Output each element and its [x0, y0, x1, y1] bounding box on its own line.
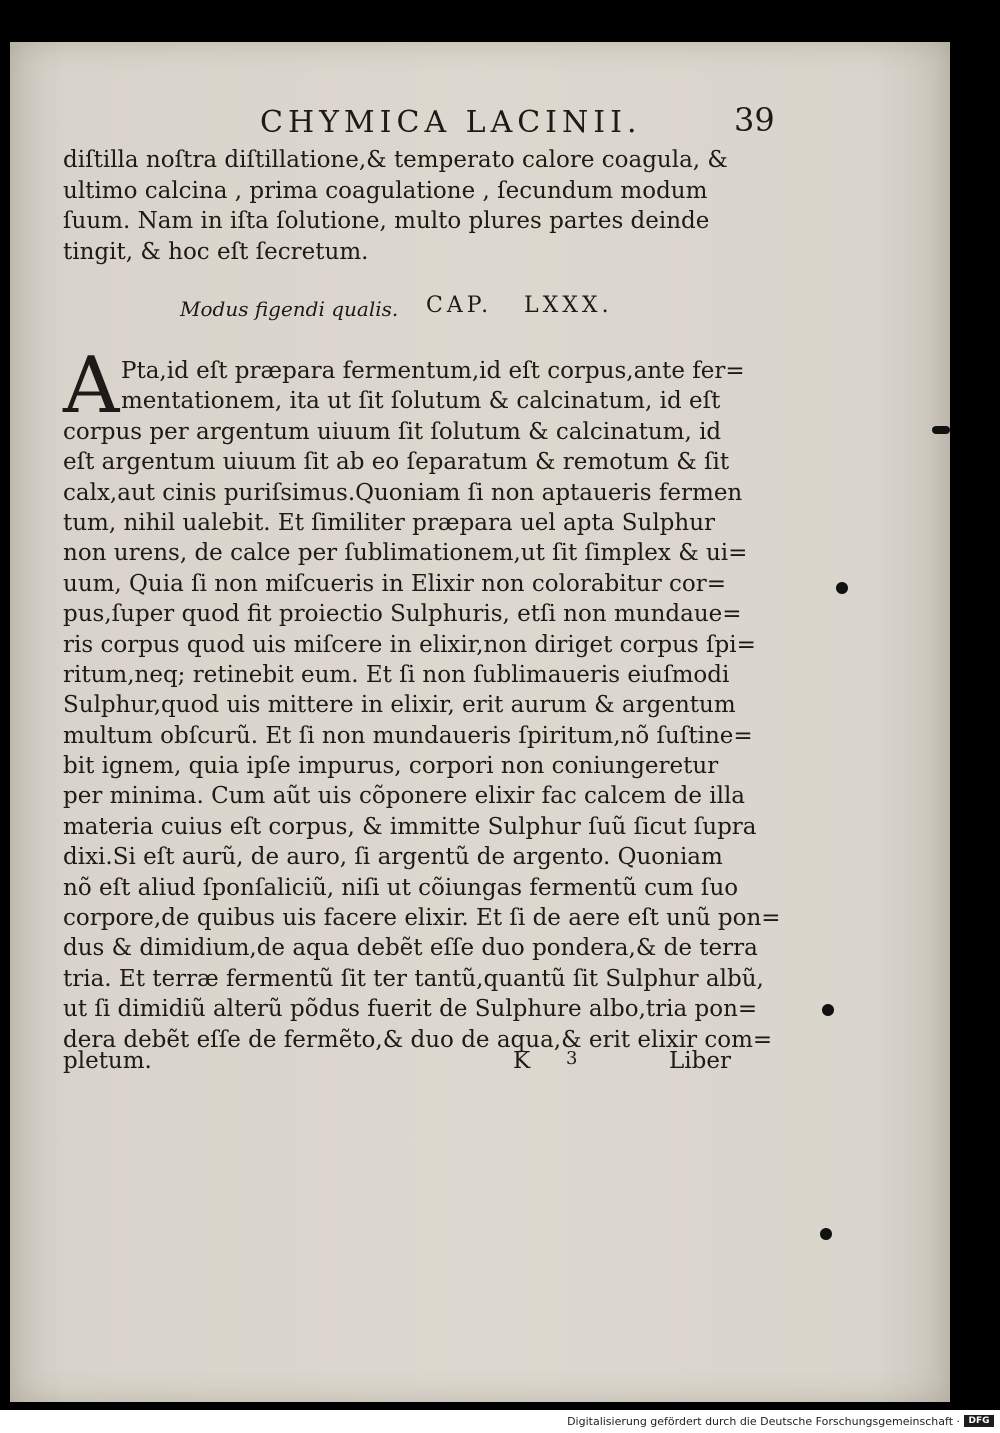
- text-line: Pta,id eſt præpara fermentum,id eſt corpus,ante fer=: [121, 358, 745, 384]
- signature-number: 3: [566, 1048, 578, 1069]
- page-number: 39: [734, 101, 775, 139]
- text-line: dixi.Si eſt aurũ, de auro, ſi argentũ de argento. Quoniam: [63, 844, 723, 871]
- text-line: dus & dimidium,de aqua debẽt eſſe duo pondera,& de terra: [63, 935, 758, 962]
- text-line: ritum,neq; retinebit eum. Et ſi non ſublimaueris eiuſmodi: [63, 661, 730, 688]
- running-title: CHYMICA LACINII.: [260, 105, 642, 140]
- text-line: tingit, & hoc eſt ſecretum.: [63, 238, 369, 265]
- last-line: pletum.: [63, 1048, 152, 1074]
- text-line: uum, Quia ſi non miſcueris in Elixir non colorabitur cor=: [63, 570, 726, 597]
- attribution-bar: [0, 1410, 1000, 1433]
- margin-spot: [820, 1228, 832, 1240]
- text-line: eſt argentum uiuum ſit ab eo ſeparatum & remotum & ſit: [63, 449, 730, 476]
- text-line: ut ſi dimidiũ alterũ põdus fuerit de Sulphure albo,tria pon=: [63, 996, 758, 1023]
- text-line: diſtilla noſtra diſtillatione,& temperato calore coagula, &: [63, 147, 728, 173]
- dfg-logo: DFG: [964, 1415, 994, 1427]
- page-footer: [63, 1048, 753, 1078]
- text-line: ultimo calcina , prima coagulatione , ſecundum modum: [63, 177, 708, 204]
- text-line: dera debẽt eſſe de fermẽto,& duo de aqua,& erit elixir com=: [63, 1026, 773, 1053]
- attribution-text: Digitalisierung gefördert durch die Deutsche Forschungsgemeinschaft ·: [567, 1415, 960, 1428]
- text-line: ris corpus quod uis miſcere in elixir,non diriget corpus ſpi=: [63, 631, 756, 658]
- text-line: pus,ſuper quod fit proiectio Sulphuris, etſi non mundaue=: [63, 601, 742, 628]
- text-line: mentationem, ita ut ſit ſolutum & calcinatum, id eſt: [121, 388, 721, 415]
- text-line: ſuum. Nam in iſta ſolutione, multo plures partes deinde: [63, 208, 710, 234]
- catchword: Liber: [669, 1048, 731, 1074]
- chapter-heading: [180, 293, 640, 327]
- text-line: bit ignem, quia ipſe impurus, corpori non coniungeretur: [63, 753, 719, 780]
- text-line: nõ eſt aliud ſponſaliciũ, niſi ut cõiungas fermentũ cum ſuo: [63, 874, 739, 901]
- text-line: tria. Et terræ fermentũ ſit ter tantũ,quantũ ſit Sulphur albũ,: [63, 965, 764, 992]
- margin-spot: [836, 582, 848, 594]
- text-line: Sulphur,quod uis mittere in elixir, erit aurum & argentum: [63, 692, 736, 719]
- page-edge-tab: [932, 426, 950, 434]
- text-line: multum obſcurũ. Et ſi non mundaueris ſpiritum,nõ ſuſtine=: [63, 722, 753, 749]
- text-line: corpus per argentum uiuum ſit ſolutum & calcinatum, id: [63, 418, 722, 445]
- drop-cap-initial: A: [63, 341, 120, 431]
- text-line: calx,aut cinis puriſsimus.Quoniam ſi non aptaueris fermen: [63, 479, 743, 506]
- page-header: [260, 101, 775, 145]
- text-line: non urens, de calce per ſublimationem,ut ſit ſimplex & ui=: [63, 540, 748, 567]
- chapter-number: LXXX.: [524, 293, 613, 318]
- margin-spot: [822, 1004, 834, 1016]
- text-line: materia cuius eſt corpus, & immitte Sulphur ſuũ ſicut ſupra: [63, 813, 757, 840]
- text-line: per minima. Cum aũt uis cõponere elixir fac calcem de illa: [63, 783, 746, 810]
- chapter-body: [63, 356, 781, 1055]
- text-line: tum, nihil ualebit. Et ſimiliter præpara uel apta Sulphur: [63, 509, 716, 536]
- text-line: corpore,de quibus uis facere elixir. Et ſi de aere eſt unũ pon=: [63, 905, 781, 932]
- paragraph-continued: [63, 145, 753, 267]
- signature-mark: K: [513, 1048, 531, 1074]
- chapter-title: Modus figendi qualis.: [180, 297, 399, 321]
- chapter-label: CAP.: [426, 293, 493, 318]
